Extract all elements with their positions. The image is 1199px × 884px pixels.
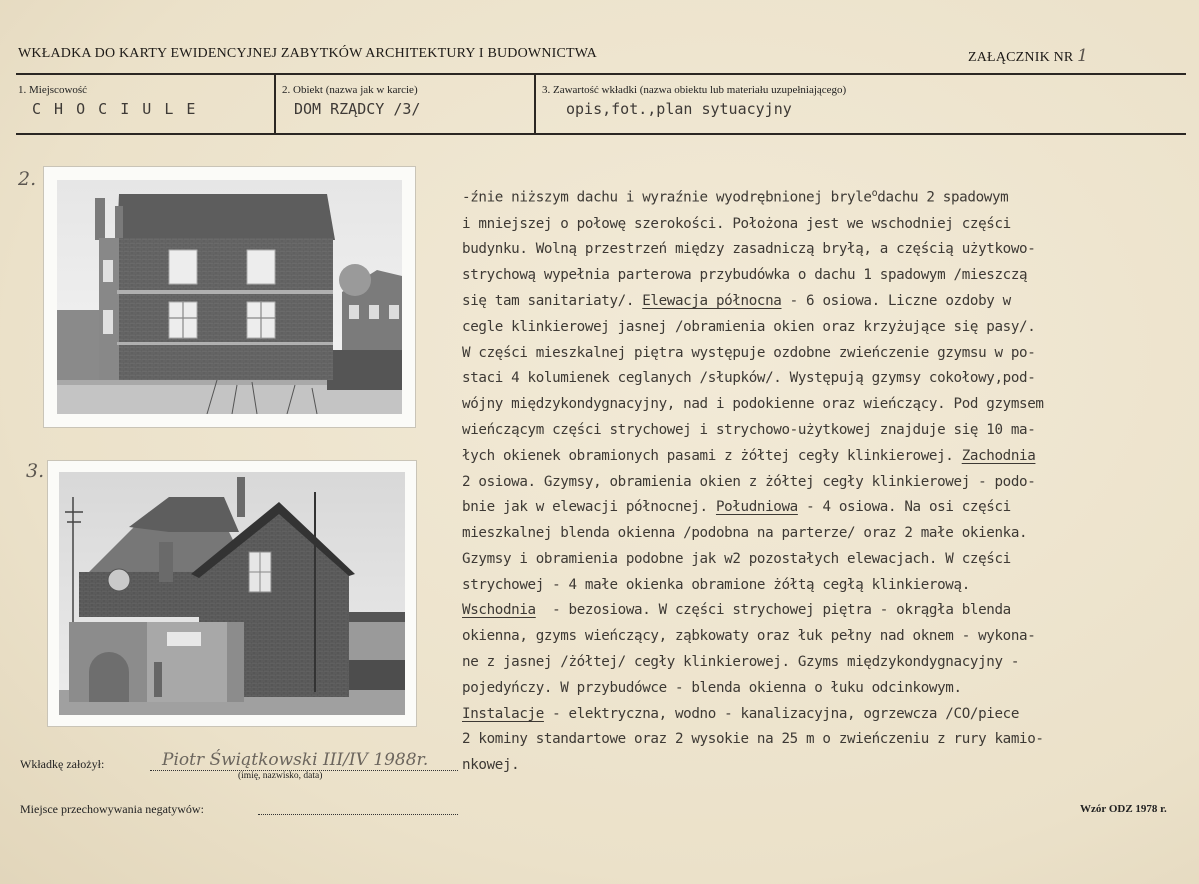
description-line [462,521,1197,547]
house-photo-1 [57,180,402,414]
description-line [462,702,1197,728]
text-segment: łych okienek obramionych pasami z żółtej cegły klinkierowej. [462,447,962,464]
text-segment: ne z jasnej /żółtej/ cegły klinkierowej. Gzyms międzykondygnacyjny - [462,654,1020,671]
description-line [462,547,1197,573]
field-divider-1 [274,75,276,134]
description-line [462,727,1197,753]
text-segment: wieńczącym części strychowej i strychowo-użytkowej znajduje się 10 ma- [462,421,1036,438]
text-segment: dachu 2 spadowym [877,189,1009,206]
elevation-heading: Południowa [715,499,798,516]
description-line [462,624,1197,650]
text-segment: cegle klinkierowej jasnej /obramienia okien oraz krzyżujące się pasy/. [462,318,1036,335]
photo-number-2: 2. [18,168,37,190]
attachment-number: 1 [1077,46,1089,66]
inserted-by-label: Wkładkę założył: [20,757,105,771]
description-line [462,212,1197,238]
description-line [462,366,1197,392]
text-segment: i mniejszej o połowę szerokości. Położona jest we wschodniej części [462,215,1011,232]
description-line [462,263,1197,289]
photo-north-elevation [44,167,415,427]
object-label: 2. Obiekt (nazwa jak w karcie) [282,84,418,96]
description-line [462,676,1197,702]
text-segment: strychowej - 4 małe okienka obramione żółtą cegłą klinkierową. [462,576,970,593]
text-segment: o [871,188,878,199]
text-segment: mieszkalnej blenda okienna /podobna na parterze/ oraz 2 małe okienka. [462,525,1028,542]
text-segment: pojedyńczy. W przybudówce - blenda okienna o łuku odcinkowym. [462,679,962,696]
text-segment: - 6 osiowa. Liczne ozdoby w [781,292,1011,309]
text-segment: wójny międzykondygnacyjny, nad i podokienne oraz wieńczący. Pod gzymsem [462,396,1044,413]
text-segment: staci 4 kolumienek ceglanych /słupków/. Występują gzymsy cokołowy,pod- [462,370,1036,387]
description-line [462,237,1197,263]
description-line [462,470,1197,496]
object-value: DOM RZĄDCY /3/ [294,100,421,118]
text-segment: budynku. Wolną przestrzeń między zasadniczą bryłą, a częścią użytkowo- [462,241,1036,258]
document-title: WKŁADKA DO KARTY EWIDENCYJNEJ ZABYTKÓW ARCHITEKTURY I BUDOWNICTWA [18,46,597,61]
text-segment: 2 kominy standartowe oraz 2 wysokie na 25 m o zwieńczeniu z rury kamio- [462,731,1044,748]
house-photo-2 [59,472,405,715]
description-line [462,418,1197,444]
description-line [462,341,1197,367]
form-code: Wzór ODZ 1978 r. [1080,803,1167,815]
description-line [462,495,1197,521]
text-segment: W części mieszkalnej piętra występuje ozdobne zwieńczenie gzymsu w po- [462,344,1036,361]
elevation-heading: Wschodnia [462,602,536,619]
text-segment: nkowej. [462,757,520,774]
text-segment: strychową wypełnia parterowa przybudówka o dachu 1 spadowym /mieszczą [462,267,1028,284]
field-divider-2 [534,75,536,134]
description-line [462,444,1197,470]
elevation-heading: Elewacja północna [642,292,782,309]
description-line [462,650,1197,676]
text-segment: okienna, gzyms wieńczący, ząbkowaty oraz łuk pełny nad oknem - wykona- [462,628,1036,645]
description-line [462,598,1197,624]
photo-number-3: 3. [26,460,45,482]
text-segment: - elektryczna, wodno - kanalizacyjna, ogrzewcza /CO/piece [543,705,1020,722]
description-line [462,753,1197,779]
content-value: opis,fot.,plan sytuacyjny [566,100,792,118]
photo-south-elevation [48,461,416,726]
description-text [462,181,1197,779]
elevation-heading: Zachodnia [961,447,1036,464]
locality-value: C H O C I U L E [32,100,198,118]
header-rule-bottom [16,133,1186,135]
locality-label: 1. Miejscowość [18,84,88,96]
attachment-label-text: ZAŁĄCZNIK NR [968,50,1074,65]
description-line [462,315,1197,341]
content-label: 3. Zawartość wkładki (nazwa obiektu lub materiału uzupełniającego) [542,84,847,96]
elevation-heading: Instalacje [462,705,544,722]
attachment-label [968,46,1088,66]
text-segment: - 4 osiowa. Na osi części [797,499,1011,516]
negatives-location-line [258,814,458,815]
text-segment: Gzymsy i obramienia podobne jak w2 pozostałych elewacjach. W części [462,550,1011,567]
description-line [462,289,1197,315]
header-rule-top [16,73,1186,75]
text-segment: się tam sanitariaty/. [462,292,643,309]
inserted-by-signature: Piotr Świątkowski III/IV 1988r. [162,750,429,770]
negatives-location-label: Miejsce przechowywania negatywów: [20,802,204,816]
text-segment: - bezosiowa. W części strychowej piętra - okrągła blenda [535,602,1011,619]
description-line [462,392,1197,418]
text-segment: bnie jak w elewacji północnej. [462,499,716,516]
inserted-by-caption: (imię, nazwisko, data) [238,771,323,781]
text-segment: 2 osiowa. Gzymsy, obramienia okien z żółtej cegły klinkierowej - podo- [462,473,1036,490]
description-line [462,573,1197,599]
text-segment: -źnie niższym dachu i wyraźnie wyodrębnionej bryle [462,189,872,206]
description-line [462,181,1197,212]
